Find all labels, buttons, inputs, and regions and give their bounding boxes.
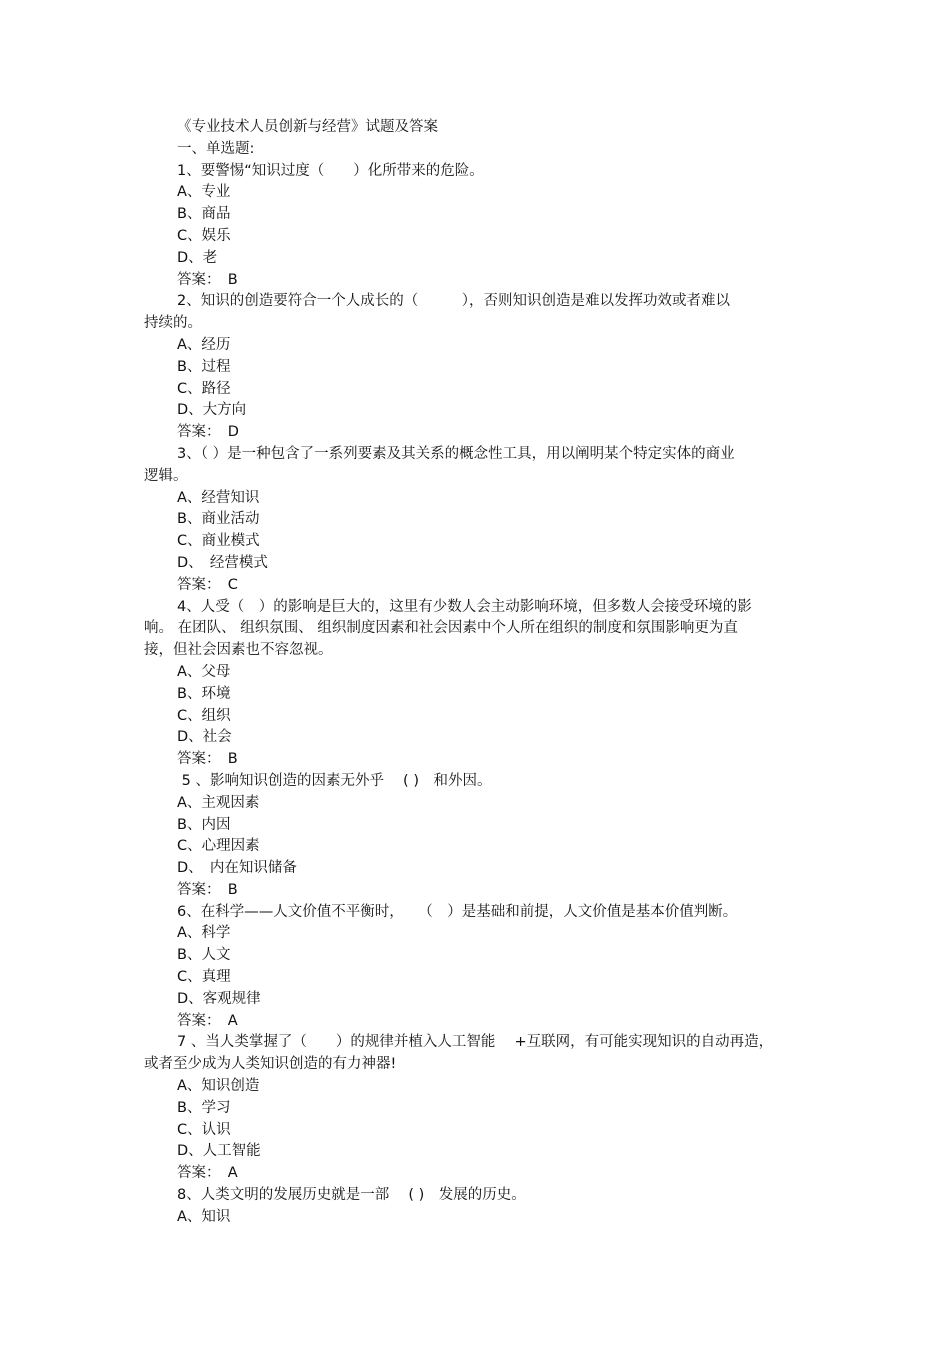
question-stem: 8、人类文明的发展历史就是一部 ( ) 发展的历史。	[177, 1187, 526, 1204]
option-b: B、商业活动	[177, 511, 260, 528]
option-d: D、社会	[177, 729, 232, 746]
question-stem: 2、知识的创造要符合一个人成长的（ ），否则知识创造是难以发挥功效或者难以持续的。	[144, 293, 730, 332]
option-c: C、认识	[177, 1121, 231, 1138]
option-a: A、经营知识	[177, 489, 260, 506]
answer-line: 答案： B	[177, 881, 238, 898]
option-d: D、老	[177, 249, 218, 266]
option-c: C、组织	[177, 707, 231, 724]
option-a: A、主观因素	[177, 794, 260, 811]
option-c: C、心理因素	[177, 838, 260, 855]
question-stem: 6、在科学——人文价值不平衡时， （ ）是基础和前提，人文价值是基本价值判断。	[177, 903, 738, 920]
section-heading: 一、单选题:	[177, 140, 255, 157]
option-a: A、知识创造	[177, 1078, 260, 1095]
option-b: B、人文	[177, 947, 231, 964]
option-a: A、经历	[177, 336, 231, 353]
option-c: C、真理	[177, 969, 231, 986]
option-b: B、内因	[177, 816, 231, 833]
document-body	[144, 117, 784, 1229]
option-b: B、环境	[177, 685, 231, 702]
question-stem: 3、（ ）是一种包含了一系列要素及其关系的概念性工具，用以阐明某个特定实体的商业逻辑。	[144, 445, 735, 484]
answer-line: 答案： D	[177, 424, 239, 441]
option-d: D、客观规律	[177, 990, 261, 1007]
option-b: B、学习	[177, 1099, 231, 1116]
answer-line: 答案： B	[177, 751, 238, 768]
option-d: D、 经营模式	[177, 554, 268, 571]
answer-line: 答案： A	[177, 1012, 238, 1029]
answer-line: 答案： B	[177, 271, 238, 288]
option-d: D、人工智能	[177, 1143, 261, 1160]
answer-line: 答案： A	[177, 1165, 238, 1182]
option-c: C、娱乐	[177, 227, 231, 244]
document-title: 《专业技术人员创新与经营》试题及答案	[177, 119, 438, 135]
option-d: D、 内在知识储备	[177, 860, 297, 877]
question-stem: 5 、影响知识创造的因素无外乎 ( ) 和外因。	[177, 772, 492, 789]
option-a: A、科学	[177, 925, 231, 942]
option-c: C、商业模式	[177, 533, 260, 550]
option-b: B、过程	[177, 358, 231, 375]
option-a: A、知识	[177, 1208, 231, 1225]
question-stem: 1、要警惕“知识过度（ ）化所带来的危险。	[177, 162, 484, 179]
option-a: A、父母	[177, 663, 231, 680]
answer-line: 答案： C	[177, 576, 238, 593]
option-c: C、路径	[177, 380, 231, 397]
question-stem: 7 、当人类掌握了（ ）的规律并植入人工智能 +互联网，有可能实现知识的自动再造，或者至少成为人类知识创造的有力神器!	[144, 1034, 774, 1073]
option-b: B、商品	[177, 206, 231, 223]
option-a: A、专业	[177, 184, 231, 201]
option-d: D、大方向	[177, 402, 247, 419]
question-stem: 4、人受（ ）的影响是巨大的，这里有少数人会主动影响环境，但多数人会接受环境的影响。 在团队、 组织氛围、 组织制度因素和社会因素中个人所在组织的制度和氛围影响更为直接，但社会因素也不容忽视。	[144, 598, 752, 659]
